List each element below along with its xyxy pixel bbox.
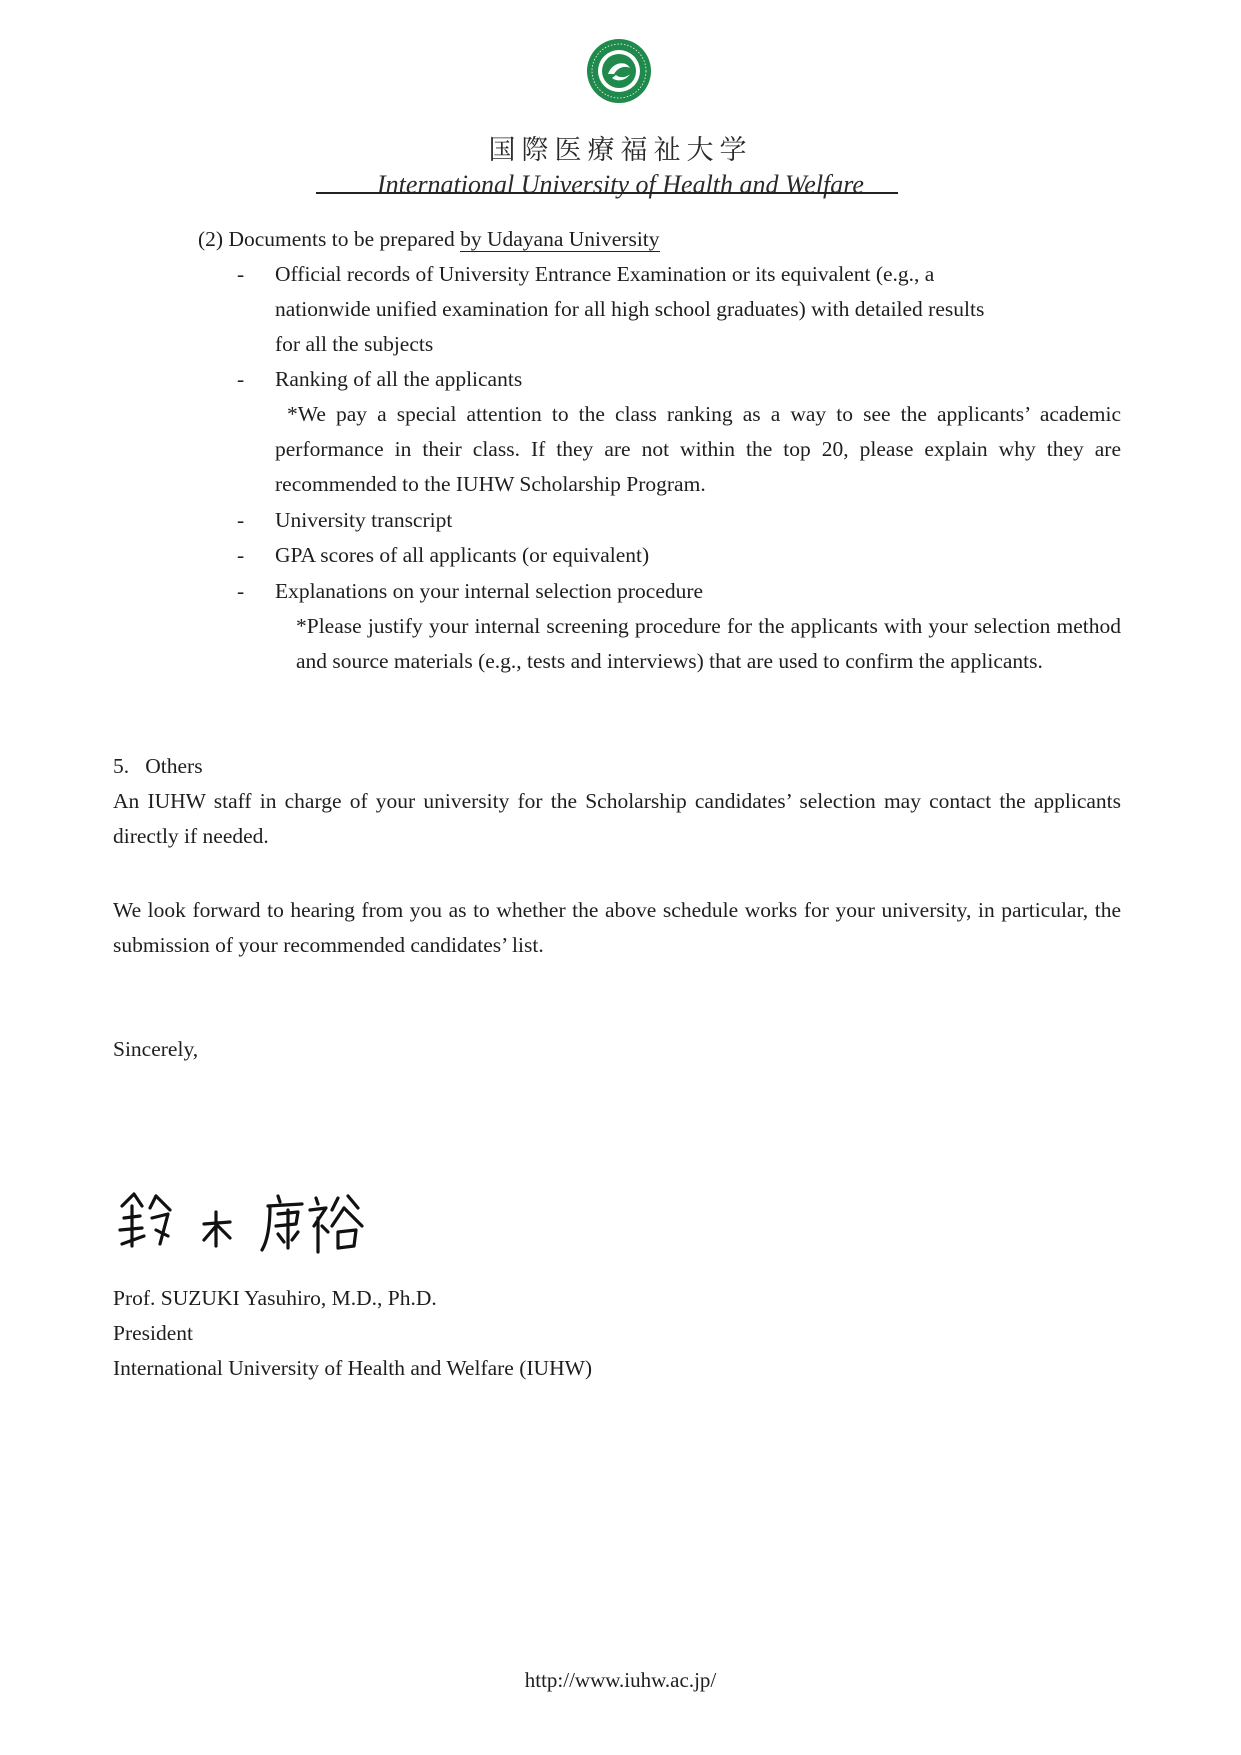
signatory-institution: International University of Health and Welfare (IUHW): [113, 1356, 593, 1380]
list-bullet: -: [237, 579, 245, 603]
section-5-paragraph: An IUHW staff in charge of your university for the Scholarship candidates’ selection may contact the applicants directly if needed.: [113, 789, 1121, 848]
section-2-heading: (2) Documents to be prepared by Udayana University: [198, 227, 660, 251]
signatory-name: Prof. SUZUKI Yasuhiro, M.D., Ph.D.: [113, 1286, 437, 1310]
list-item-note: *Please justify your internal screening procedure for the applicants with your selection method and source materials (e.g., tests and interviews) that are used to confirm the applicants.: [296, 614, 1121, 673]
university-name-english: International University of Health and Welfare: [377, 170, 864, 199]
section-2: [0, 0, 1241, 720]
list-bullet: -: [237, 367, 245, 391]
salutation: Sincerely,: [113, 1037, 199, 1061]
list-item-line: nationwide unified examination for all high school graduates) with detailed results: [275, 297, 985, 321]
list-item: University transcript: [275, 508, 453, 532]
closing-paragraph: We look forward to hearing from you as to whether the above schedule works for your university, in particular, the submission of your recommended candidates’ list.: [113, 898, 1121, 957]
list-bullet: -: [237, 262, 245, 286]
underlined-institution: by Udayana University: [460, 227, 660, 251]
signatory-title: President: [113, 1321, 194, 1345]
list-bullet: -: [237, 508, 245, 532]
handwritten-signature: [112, 1184, 402, 1264]
list-item: GPA scores of all applicants (or equivalent): [275, 543, 650, 567]
section-5-heading: 5. Others: [113, 754, 203, 778]
list-bullet: -: [237, 543, 245, 567]
list-item-note: *We pay a special attention to the class ranking as a way to see the applicants’ academic performance in their class. If they are not within the top 20, please explain why they are recommended to the IUHW Scholarship Program.: [275, 402, 1121, 496]
list-item-line: Official records of University Entrance Examination or its equivalent (e.g., a: [275, 262, 935, 286]
list-item-line: for all the subjects: [275, 332, 434, 356]
list-item: Ranking of all the applicants: [275, 367, 523, 391]
university-name-japanese: 国際医療福祉大学: [488, 135, 753, 166]
footer-website-link[interactable]: http://www.iuhw.ac.jp/: [524, 1668, 717, 1692]
list-item: Explanations on your internal selection procedure: [275, 579, 704, 603]
